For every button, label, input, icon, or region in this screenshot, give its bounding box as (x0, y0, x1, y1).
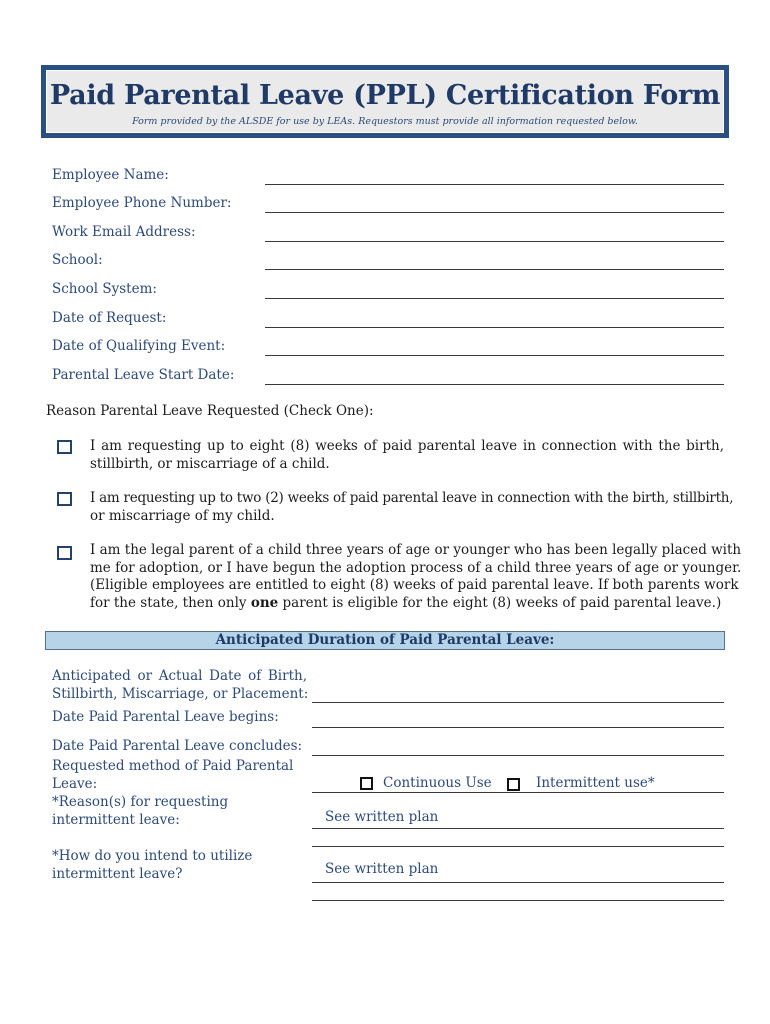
leave-begins-field[interactable] (312, 727, 724, 728)
reason-option-3-line4-bold: one (250, 594, 279, 611)
date-of-request-label: Date of Request: (52, 310, 167, 326)
reasons-field-line-2 (312, 846, 724, 847)
reason-option-1-line1: I am requesting up to eight (8) weeks of paid parental leave in connection with the birth, (90, 438, 724, 454)
reason-option-3-line4 (90, 595, 726, 613)
school-label: School: (52, 252, 103, 268)
date-qualifying-event-label: Date of Qualifying Event: (52, 338, 226, 354)
work-email-label: Work Email Address: (52, 224, 196, 240)
how-label-line1: *How do you intend to utilize (52, 848, 253, 864)
continuous-use-checkbox[interactable] (360, 777, 373, 790)
reason-option-1-line2: stillbirth, or miscarriage of a child. (90, 455, 330, 472)
reasons-field-line-1 (312, 828, 724, 829)
form-header-inner (46, 70, 724, 133)
reason-option-2-line1: I am requesting up to two (2) weeks of paid parental leave in connection with the birth, stillbirth, (90, 490, 734, 506)
reasons-label-line2: intermittent leave: (52, 812, 180, 828)
reason-option-3-line4-post: parent is eligible for the eight (8) weeks of paid parental leave.) (278, 594, 722, 611)
form-subtitle: Form provided by the ALSDE for use by LEAs. Requestors must provide all information requested below. (132, 116, 638, 127)
intermittent-use-label: Intermittent use* (536, 775, 655, 791)
date-qualifying-event-field[interactable] (265, 355, 724, 356)
how-value[interactable]: See written plan (325, 861, 439, 877)
birth-date-label (52, 667, 307, 703)
school-field[interactable] (265, 269, 724, 270)
work-email-field[interactable] (265, 241, 724, 242)
leave-concludes-field[interactable] (312, 755, 724, 756)
method-label (52, 757, 293, 793)
reason-option-3-checkbox[interactable] (57, 546, 72, 560)
leave-begins-label: Date Paid Parental Leave begins: (52, 709, 279, 725)
reason-option-3-line3: (Eligible employees are entitled to eight (8) weeks of paid parental leave. If both parents work (90, 577, 739, 593)
reason-heading: Reason Parental Leave Requested (Check One): (46, 403, 374, 419)
reason-option-3-line2: me for adoption, or I have begun the adoption process of a child three years of age or younger. (90, 559, 742, 576)
form-title: Paid Parental Leave (PPL) Certification Form (49, 80, 721, 111)
method-label-line1: Requested method of Paid Parental (52, 758, 294, 774)
how-label (52, 847, 252, 883)
date-of-request-field[interactable] (265, 327, 724, 328)
employee-name-label: Employee Name: (52, 167, 169, 183)
leave-start-date-field[interactable] (265, 384, 724, 385)
reasons-value[interactable]: See written plan (325, 809, 439, 825)
reason-option-3-text (90, 542, 742, 612)
employee-phone-label: Employee Phone Number: (52, 195, 232, 211)
continuous-use-label: Continuous Use (383, 775, 492, 791)
reason-option-3-line4-pre: for the state, then only (90, 594, 251, 611)
reason-option-2-line2: or miscarriage of my child. (90, 507, 275, 524)
reason-option-1-text (90, 438, 724, 473)
reason-option-3-line1: I am the legal parent of a child three years of age or younger who has been legally placed with (90, 542, 742, 558)
school-system-label: School System: (52, 281, 157, 297)
how-label-line2: intermittent leave? (52, 866, 183, 882)
school-system-field[interactable] (265, 298, 724, 299)
method-field-line (312, 792, 724, 793)
how-field-line-2 (312, 900, 724, 901)
duration-section-heading: Anticipated Duration of Paid Parental Leave: (45, 631, 725, 650)
how-field-line-1 (312, 882, 724, 883)
intermittent-use-checkbox[interactable] (507, 778, 520, 791)
reason-option-2-text (90, 490, 734, 525)
reason-option-1-checkbox[interactable] (57, 440, 72, 454)
birth-date-field[interactable] (312, 702, 724, 703)
form-header (41, 65, 729, 138)
method-label-line2: Leave: (52, 776, 98, 792)
leave-start-date-label: Parental Leave Start Date: (52, 367, 235, 383)
reason-option-2-checkbox[interactable] (57, 492, 72, 506)
leave-concludes-label: Date Paid Parental Leave concludes: (52, 738, 303, 754)
birth-date-label-line2: Stillbirth, Miscarriage, or Placement: (52, 686, 309, 702)
reasons-label (52, 793, 228, 829)
employee-phone-field[interactable] (265, 212, 724, 213)
birth-date-label-line1: Anticipated or Actual Date of Birth, (52, 668, 307, 684)
reasons-label-line1: *Reason(s) for requesting (52, 794, 229, 810)
employee-name-field[interactable] (265, 184, 724, 185)
